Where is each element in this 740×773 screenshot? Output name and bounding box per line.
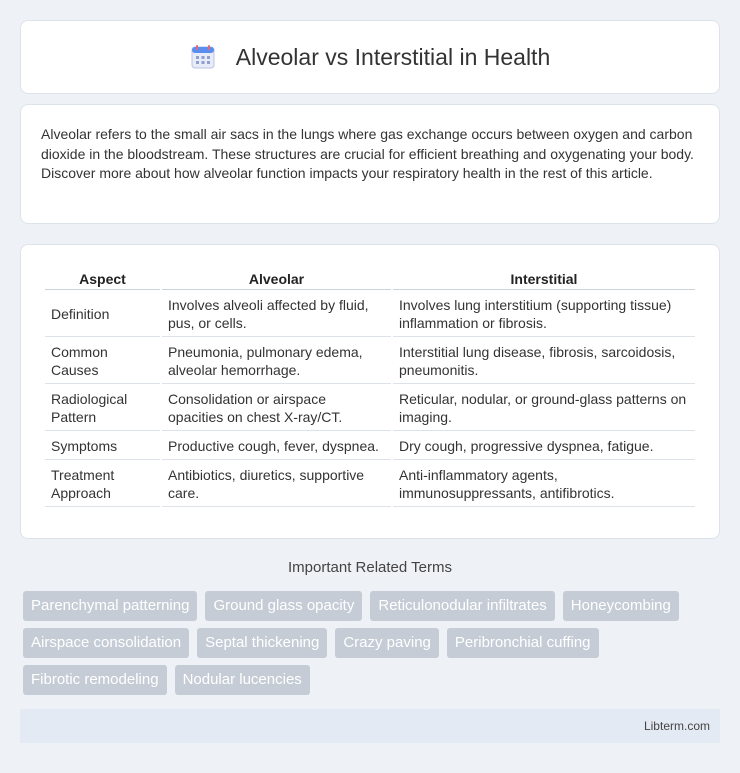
comparison-table-card <box>20 244 720 539</box>
related-terms-list <box>23 591 723 695</box>
table-cell: Involves alveoli affected by fluid, pus, or cells. <box>162 292 391 337</box>
footer <box>20 709 720 743</box>
table-cell: Radiological Pattern <box>45 386 160 431</box>
intro-card <box>20 104 720 224</box>
table-cell: Antibiotics, diuretics, supportive care. <box>162 462 391 507</box>
term-tag[interactable]: Fibrotic remodeling <box>23 665 167 695</box>
page-title: Alveolar vs Interstitial in Health <box>235 43 551 70</box>
term-tag[interactable]: Reticulonodular infiltrates <box>370 591 554 621</box>
term-tag[interactable]: Parenchymal patterning <box>23 591 197 621</box>
column-header: Interstitial <box>393 267 695 290</box>
column-header: Aspect <box>45 267 160 290</box>
comparison-table <box>43 265 697 509</box>
table-row <box>45 462 695 507</box>
table-cell: Symptoms <box>45 433 160 460</box>
table-cell: Productive cough, fever, dyspnea. <box>162 433 391 460</box>
table-cell: Reticular, nodular, or ground-glass patterns on imaging. <box>393 386 695 431</box>
table-row <box>45 386 695 431</box>
term-tag[interactable]: Crazy paving <box>335 628 439 658</box>
column-header: Alveolar <box>162 267 391 290</box>
table-cell: Consolidation or airspace opacities on chest X-ray/CT. <box>162 386 391 431</box>
term-tag[interactable]: Nodular lucencies <box>175 665 310 695</box>
table-cell: Definition <box>45 292 160 337</box>
site-link[interactable]: Libterm.com <box>643 719 710 733</box>
related-terms-title: Important Related Terms <box>288 559 452 576</box>
table-cell: Interstitial lung disease, fibrosis, sarcoidosis, pneumonitis. <box>393 339 695 384</box>
table-cell: Anti-inflammatory agents, immunosuppressants, antifibrotics. <box>393 462 695 507</box>
table-row <box>45 433 695 460</box>
table-row <box>45 292 695 337</box>
term-tag[interactable]: Ground glass opacity <box>205 591 362 621</box>
header-card <box>20 20 720 94</box>
table-cell: Involves lung interstitium (supporting tissue) inflammation or fibrosis. <box>393 292 695 337</box>
term-tag[interactable]: Honeycombing <box>563 591 679 621</box>
table-header-row <box>45 267 695 290</box>
term-tag[interactable]: Airspace consolidation <box>23 628 189 658</box>
table-cell: Pneumonia, pulmonary edema, alveolar hemorrhage. <box>162 339 391 384</box>
table-row <box>45 339 695 384</box>
table-cell: Treatment Approach <box>45 462 160 507</box>
term-tag[interactable]: Septal thickening <box>197 628 327 658</box>
term-tag[interactable]: Peribronchial cuffing <box>447 628 599 658</box>
table-cell: Dry cough, progressive dyspnea, fatigue. <box>393 433 695 460</box>
table-cell: Common Causes <box>45 339 160 384</box>
intro-text: Alveolar refers to the small air sacs in the lungs where gas exchange occurs between oxygen and carbon dioxide in the bloodstream. These structures are crucial for efficient breathing and oxygenating your body. Discover more about how alveolar function impacts your respiratory health in the rest of this article. <box>41 126 694 181</box>
calendar-icon <box>190 44 216 70</box>
